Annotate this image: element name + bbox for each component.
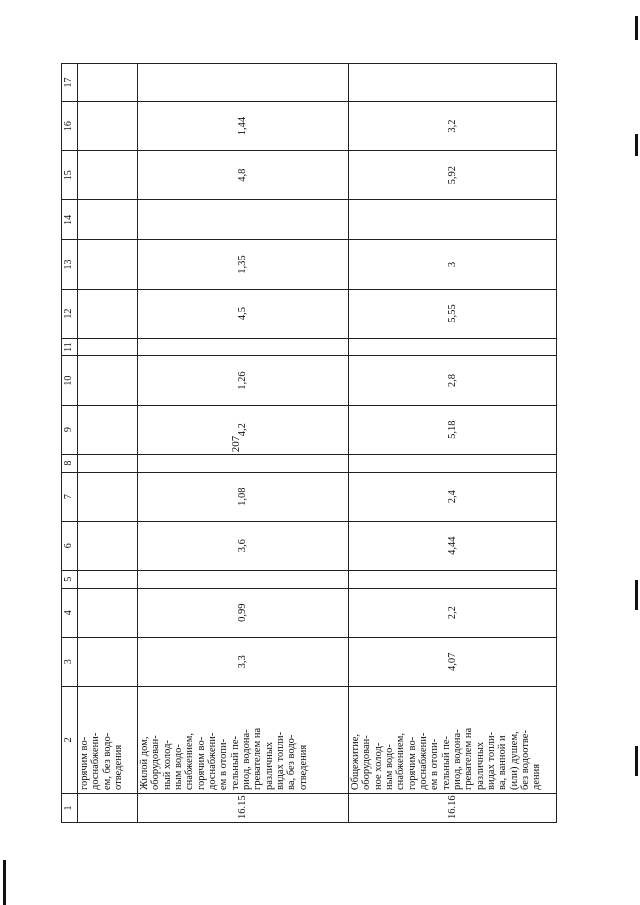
value-cell bbox=[78, 289, 138, 338]
value-cell bbox=[349, 570, 557, 588]
value-cell bbox=[78, 472, 138, 521]
column-number-8: 8 bbox=[62, 454, 78, 472]
value-cell: 3,6 bbox=[138, 521, 349, 570]
description-cell: Общежитие, оборудован- ное холод- ным водо- снабжением, горячим во- доснабжени- ем в отопи- тельный пе- риод, водона- гревателем на различных видах топли- ва, ванной и (или) душем, без водоотве- дения bbox=[349, 686, 557, 793]
value-cell bbox=[78, 570, 138, 588]
value-cell: 5,55 bbox=[349, 289, 557, 338]
table-row bbox=[349, 64, 557, 823]
column-number-15: 15 bbox=[62, 151, 78, 200]
row-number-cell bbox=[78, 793, 138, 822]
value-cell bbox=[78, 151, 138, 200]
table-row bbox=[138, 64, 349, 823]
value-cell: 4,2 bbox=[138, 405, 349, 454]
value-cell: 4,44 bbox=[349, 521, 557, 570]
column-number-9: 9 bbox=[62, 405, 78, 454]
value-cell: 5,18 bbox=[349, 405, 557, 454]
value-cell: 4,5 bbox=[138, 289, 349, 338]
scan-edge-bar bbox=[635, 16, 638, 40]
column-number-11: 11 bbox=[62, 338, 78, 356]
row-number-cell: 16.16 bbox=[349, 793, 557, 822]
value-cell bbox=[138, 338, 349, 356]
value-cell: 1,35 bbox=[138, 240, 349, 289]
value-cell bbox=[78, 240, 138, 289]
column-number-12: 12 bbox=[62, 289, 78, 338]
value-cell: 2,4 bbox=[349, 472, 557, 521]
value-cell bbox=[349, 454, 557, 472]
value-cell: 1,26 bbox=[138, 356, 349, 405]
value-cell bbox=[78, 521, 138, 570]
scan-edge-bar bbox=[635, 134, 638, 156]
scan-edge-bar bbox=[3, 860, 6, 905]
value-cell: 0,99 bbox=[138, 588, 349, 637]
tariff-table bbox=[61, 63, 557, 823]
scan-edge-bar bbox=[635, 746, 638, 776]
column-number-5: 5 bbox=[62, 570, 78, 588]
column-number-13: 13 bbox=[62, 240, 78, 289]
value-cell bbox=[138, 200, 349, 240]
column-number-10: 10 bbox=[62, 356, 78, 405]
value-cell bbox=[78, 588, 138, 637]
value-cell: 1,08 bbox=[138, 472, 349, 521]
value-cell bbox=[78, 454, 138, 472]
value-cell bbox=[138, 570, 349, 588]
value-cell: 5,92 bbox=[349, 151, 557, 200]
value-cell bbox=[349, 338, 557, 356]
column-number-row bbox=[62, 64, 78, 823]
column-number-16: 16 bbox=[62, 102, 78, 151]
column-number-4: 4 bbox=[62, 588, 78, 637]
value-cell bbox=[78, 338, 138, 356]
value-cell: 2,8 bbox=[349, 356, 557, 405]
value-cell bbox=[78, 405, 138, 454]
value-cell bbox=[78, 637, 138, 686]
row-number-cell: 16.15 bbox=[138, 793, 349, 822]
value-cell bbox=[78, 64, 138, 102]
column-number-1: 1 bbox=[62, 793, 78, 822]
column-number-17: 17 bbox=[62, 64, 78, 102]
table-row bbox=[78, 64, 138, 823]
description-cell: горячим во- доснабжени- ем, без водо- отведения bbox=[78, 686, 138, 793]
column-number-6: 6 bbox=[62, 521, 78, 570]
description-cell: Жилой дом, оборудован- ный холод- ным водо- снабжением, горячим во- доснабжени- ем в отопи- тельный пе- риод, водона- гревателем на различных видах топли- ва, без водо- отведения bbox=[138, 686, 349, 793]
value-cell bbox=[138, 64, 349, 102]
value-cell: 3 bbox=[349, 240, 557, 289]
page-number: 207 bbox=[230, 435, 242, 453]
value-cell bbox=[349, 200, 557, 240]
value-cell: 3,3 bbox=[138, 637, 349, 686]
value-cell: 2,2 bbox=[349, 588, 557, 637]
column-number-7: 7 bbox=[62, 472, 78, 521]
value-cell: 1,44 bbox=[138, 102, 349, 151]
value-cell bbox=[349, 64, 557, 102]
scan-edge-bar bbox=[635, 580, 638, 610]
rotated-table-container bbox=[61, 63, 557, 823]
column-number-3: 3 bbox=[62, 637, 78, 686]
column-number-2: 2 bbox=[62, 686, 78, 793]
value-cell bbox=[78, 102, 138, 151]
value-cell bbox=[78, 200, 138, 240]
value-cell: 3,2 bbox=[349, 102, 557, 151]
value-cell: 4,8 bbox=[138, 151, 349, 200]
value-cell bbox=[138, 454, 349, 472]
column-number-14: 14 bbox=[62, 200, 78, 240]
value-cell bbox=[78, 356, 138, 405]
value-cell: 4,07 bbox=[349, 637, 557, 686]
